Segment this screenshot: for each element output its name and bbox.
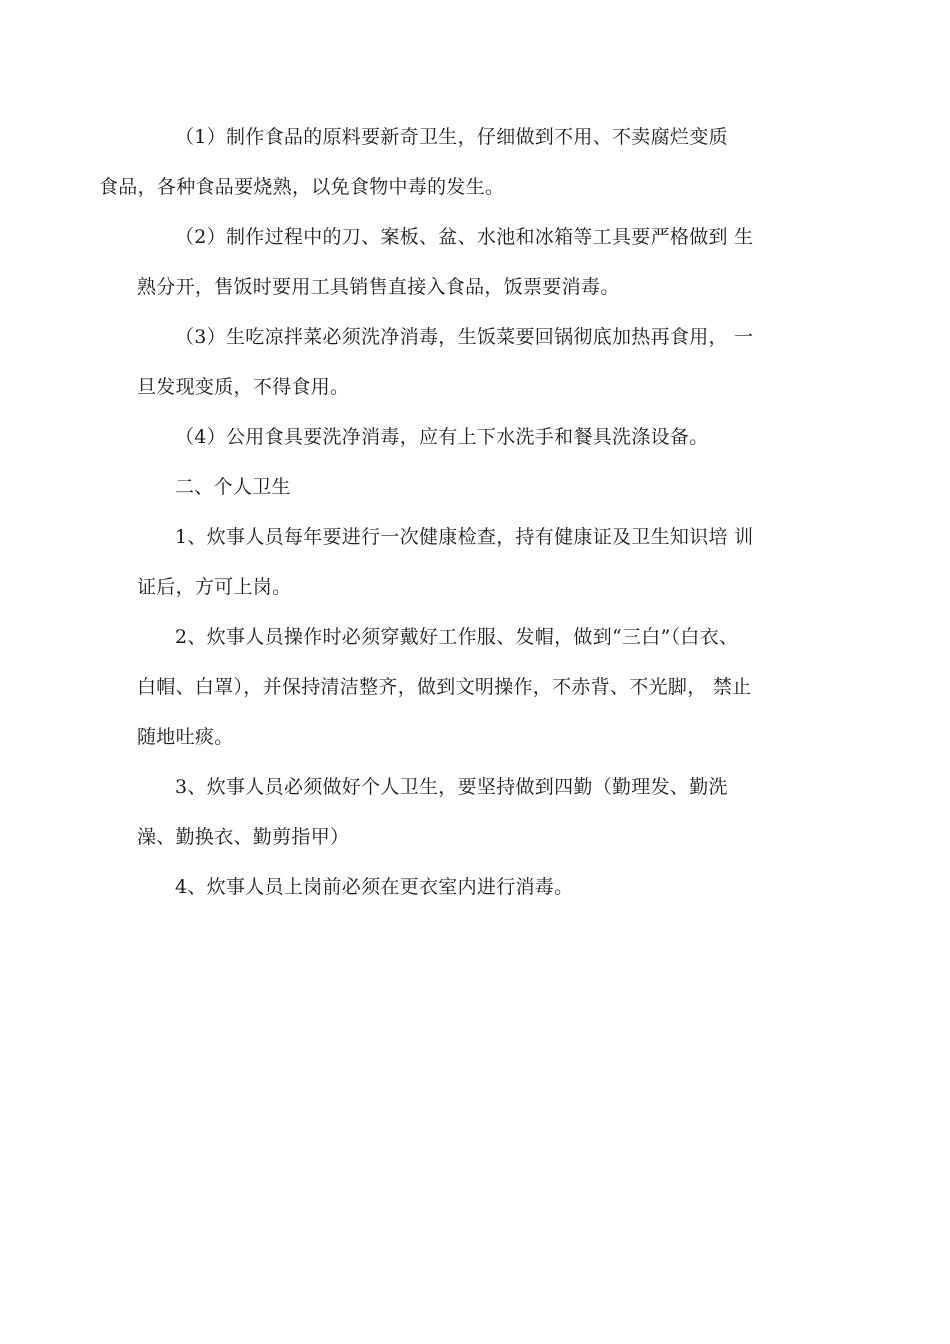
paragraph-1-line-1: （1）制作食品的原料要新奇卫生，仔细做到不用、不卖腐烂变质 xyxy=(175,126,728,148)
paragraph-4 xyxy=(137,412,827,462)
paragraph-2-line-1: （2）制作过程中的刀、案板、盆、水池和冰箱等工具要严格做到 生 xyxy=(175,226,754,248)
document-body xyxy=(99,112,827,912)
paragraph-2-line-2: 熟分开，售饭时要用工具销售直接入食品，饭票要消毒。 xyxy=(137,276,620,298)
section-heading: 二、个人卫生 xyxy=(175,476,291,498)
paragraph-2 xyxy=(137,212,827,312)
paragraph-4-line-1: （4）公用食具要洗净消毒，应有上下水洗手和餐具洗涤设备。 xyxy=(175,426,709,448)
item-3-line-2: 澡、勤换衣、勤剪指甲） xyxy=(137,826,350,848)
paragraph-3-line-1: （3）生吃凉拌菜必须洗净消毒，生饭菜要回锅彻底加热再食用， 一 xyxy=(175,326,754,348)
item-2-line-2: 白帽、白罩），并保持清洁整齐，做到文明操作，不赤背、不光脚， 禁止 xyxy=(137,676,752,698)
paragraph-1-line-2: 食品，各种食品要烧熟，以免食物中毒的发生。 xyxy=(99,176,505,198)
item-2-line-3: 随地吐痰。 xyxy=(137,726,234,748)
item-3 xyxy=(137,762,827,862)
item-1-line-2: 证后，方可上岗。 xyxy=(137,576,292,598)
item-4-line-1: 4、炊事人员上岗前必须在更衣室内进行消毒。 xyxy=(175,876,574,898)
paragraph-1 xyxy=(99,112,827,212)
item-2-line-1: 2、炊事人员操作时必须穿戴好工作服、发帽，做到“三白”（白衣、 xyxy=(175,626,739,648)
paragraph-3 xyxy=(137,312,827,412)
paragraph-3-line-2: 旦发现变质，不得食用。 xyxy=(137,376,350,398)
item-1-line-1: 1、炊事人员每年要进行一次健康检查，持有健康证及卫生知识培 训 xyxy=(175,526,754,548)
item-3-line-1: 3、炊事人员必须做好个人卫生，要坚持做到四勤（勤理发、勤洗 xyxy=(175,776,728,798)
item-1 xyxy=(137,512,827,612)
item-4 xyxy=(137,862,827,912)
item-2 xyxy=(137,612,827,762)
